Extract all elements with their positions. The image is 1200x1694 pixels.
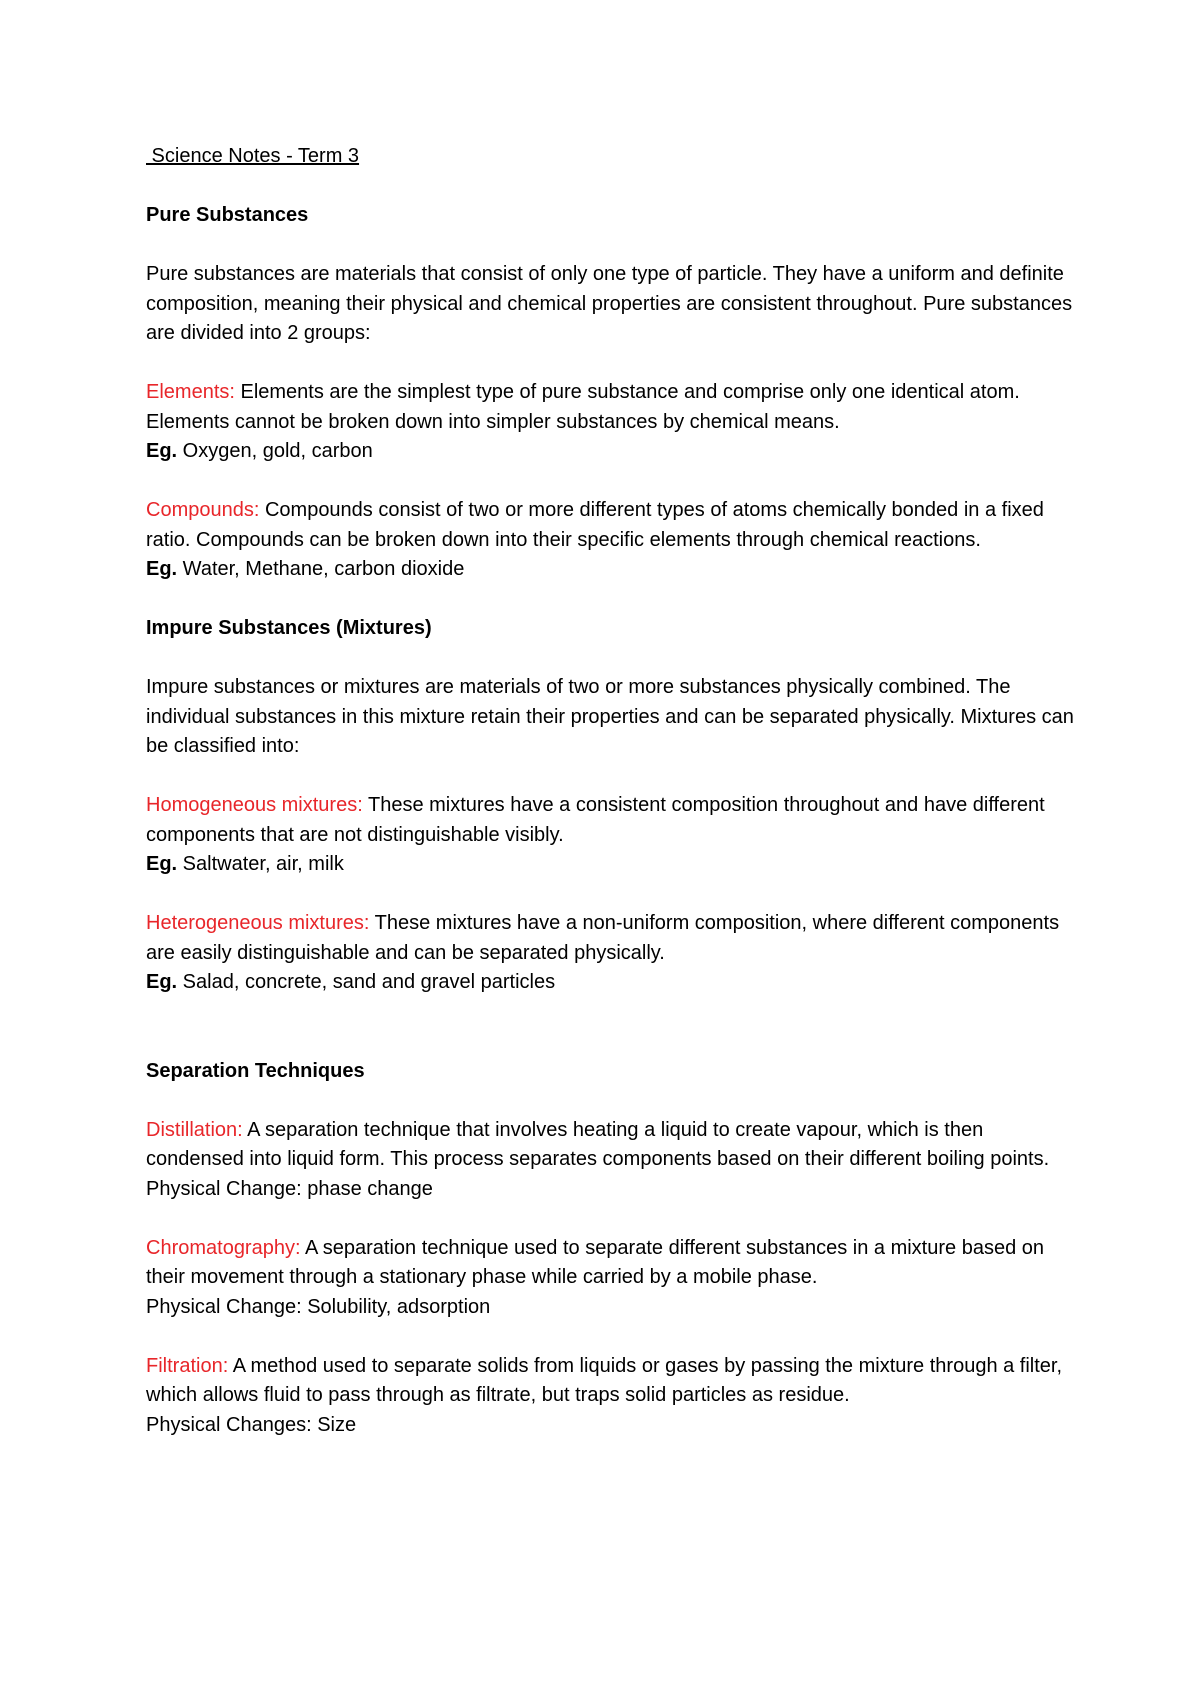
- elements-definition: [146, 378, 1076, 467]
- chromatography-text: A separation technique used to separate different substances in a mixture based on their movement through a stationary phase while carried by a mobile phase.: [146, 1236, 1044, 1288]
- distillation-term: Distillation:: [146, 1118, 243, 1141]
- compounds-eg-label: Eg.: [146, 558, 178, 580]
- elements-example: [146, 437, 1076, 467]
- heterogeneous-term: Heterogeneous mixtures:: [146, 912, 370, 934]
- compounds-text: Compounds consist of two or more different types of atoms chemically bonded in a fixed ratio. Compounds can be broken down into their specific elements through chemical reactions.: [146, 499, 1044, 551]
- elements-eg-label: Eg.: [146, 440, 178, 462]
- chromatography-physical-change: Physical Change: Solubility, adsorption: [146, 1295, 491, 1318]
- compounds-term: Compounds:: [146, 499, 260, 521]
- elements-text: Elements are the simplest type of pure substance and comprise only one identical atom. Elements cannot be broken down into simpler substances by chemical means.: [146, 381, 1020, 433]
- heading-impure-substances: Impure Substances (Mixtures): [146, 617, 432, 639]
- distillation-text: A separation technique that involves heating a liquid to create vapour, which is then condensed into liquid form. This process separates components based on their different boiling points.: [146, 1118, 1050, 1170]
- elements-eg-text: Oxygen, gold, carbon: [177, 440, 373, 462]
- blank-line: [146, 1027, 1076, 1057]
- distillation-physical-change: Physical Change: phase change: [146, 1177, 433, 1200]
- filtration-physical-change: Physical Changes: Size: [146, 1413, 357, 1436]
- compounds-definition: [146, 496, 1076, 585]
- heading-pure-substances: Pure Substances: [146, 204, 309, 226]
- homogeneous-text: These mixtures have a consistent composition throughout and have different components that are not distinguishable visibly.: [146, 794, 1045, 846]
- pure-substances-intro: Pure substances are materials that consist of only one type of particle. They have a uniform and definite composition, meaning their physical and chemical properties are consistent throughout. Pure substances are divided into 2 groups:: [146, 263, 1073, 344]
- homogeneous-eg-label: Eg.: [146, 853, 178, 875]
- heterogeneous-eg-label: Eg.: [146, 971, 178, 993]
- elements-term: Elements:: [146, 381, 235, 403]
- impure-substances-intro: Impure substances or mixtures are materials of two or more substances physically combined. The individual substances in this mixture retain their properties and can be separated physically. Mixtures can be classified into:: [146, 676, 1074, 757]
- chromatography-term: Chromatography:: [146, 1236, 301, 1259]
- homogeneous-term: Homogeneous mixtures:: [146, 794, 363, 816]
- heterogeneous-eg-text: Salad, concrete, sand and gravel particles: [177, 971, 556, 993]
- distillation-definition: [146, 1116, 1076, 1205]
- homogeneous-eg-text: Saltwater, air, milk: [177, 853, 344, 875]
- heterogeneous-example: [146, 968, 1076, 998]
- notes-content: [146, 142, 1076, 1470]
- compounds-example: [146, 555, 1076, 585]
- filtration-text: A method used to separate solids from liquids or gases by passing the mixture through a filter, which allows fluid to pass through as filtrate, but traps solid particles as residue.: [146, 1354, 1063, 1406]
- compounds-eg-text: Water, Methane, carbon dioxide: [177, 558, 465, 580]
- compounds-paragraph: [146, 496, 1076, 555]
- homogeneous-example: [146, 850, 1076, 880]
- document-title: Science Notes - Term 3: [146, 145, 360, 167]
- filtration-term: Filtration:: [146, 1354, 229, 1377]
- homogeneous-definition: [146, 791, 1076, 880]
- chromatography-definition: [146, 1234, 1076, 1323]
- distillation-paragraph: [146, 1116, 1076, 1175]
- homogeneous-paragraph: [146, 791, 1076, 850]
- heterogeneous-paragraph: [146, 909, 1076, 968]
- heading-separation-techniques: Separation Techniques: [146, 1059, 365, 1082]
- heterogeneous-definition: [146, 909, 1076, 998]
- filtration-definition: [146, 1352, 1076, 1441]
- chromatography-paragraph: [146, 1234, 1076, 1293]
- filtration-paragraph: [146, 1352, 1076, 1411]
- heterogeneous-text: These mixtures have a non-uniform composition, where different components are easily distinguishable and can be separated physically.: [146, 912, 1060, 964]
- elements-paragraph: [146, 378, 1076, 437]
